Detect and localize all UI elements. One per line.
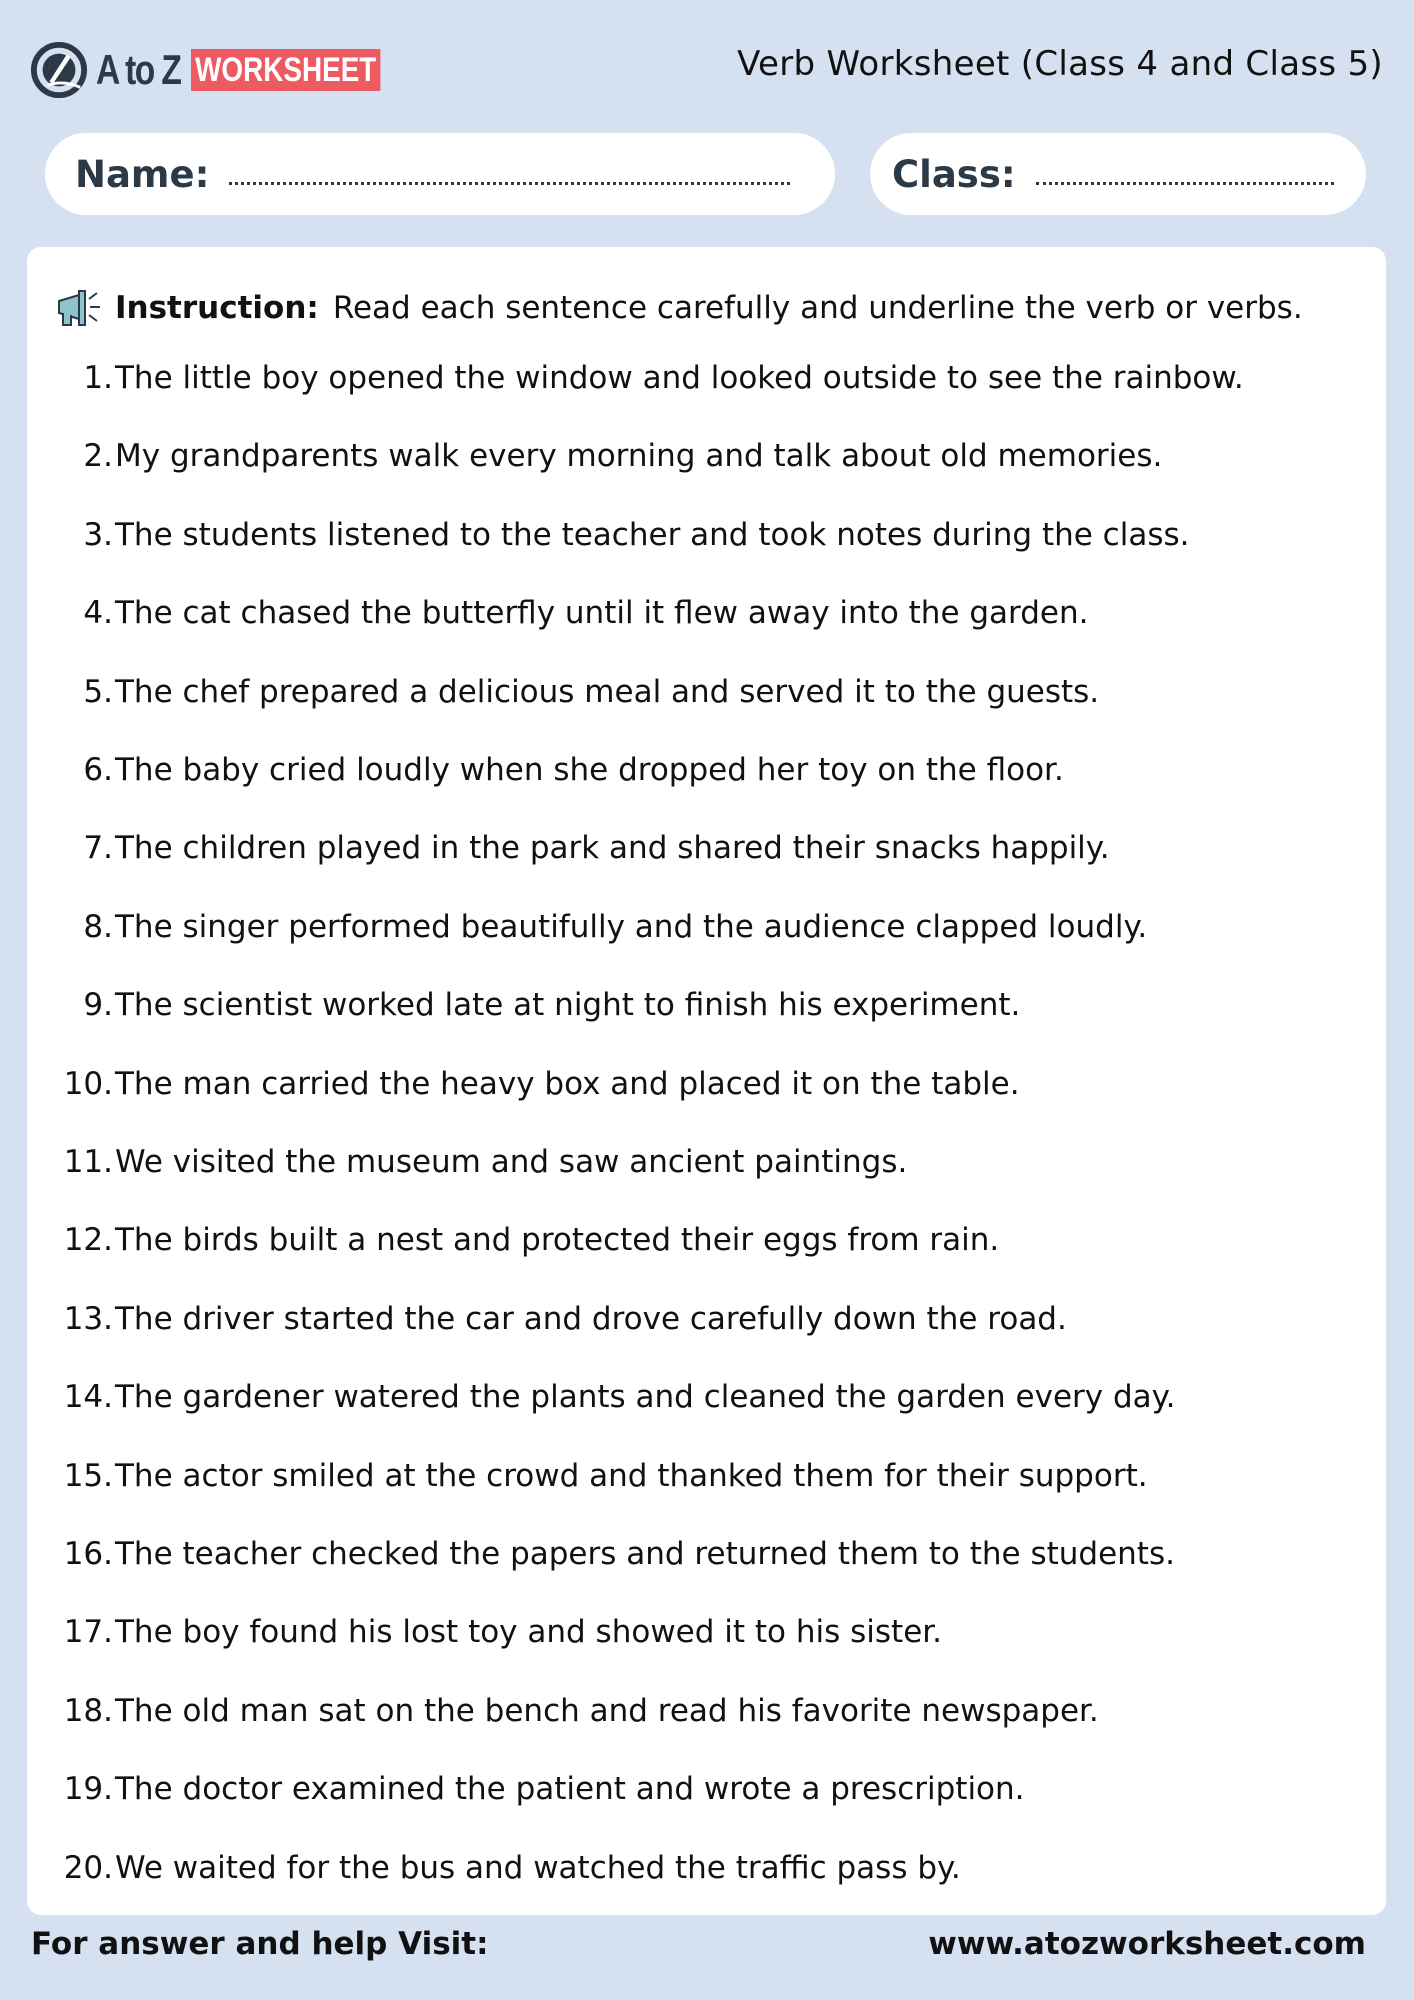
item-sentence: The actor smiled at the crowd and thanked them for their support. [115, 1457, 1148, 1494]
item-sentence: The singer performed beautifully and the audience clapped loudly. [115, 908, 1148, 945]
item-number: 5. [83, 673, 113, 710]
name-label: Name: [75, 152, 210, 196]
item-number: 16. [63, 1536, 113, 1572]
item-sentence: The baby cried loudly when she dropped her toy on the floor. [115, 752, 1064, 788]
page-title: Verb Worksheet (Class 4 and Class 5) [737, 44, 1383, 84]
item-number: 14. [63, 1379, 113, 1416]
class-line[interactable] [1036, 182, 1334, 185]
footer-website-link[interactable]: www.atozworksheet.com [928, 1926, 1366, 1962]
list-item [27, 830, 1110, 866]
item-number: 19. [63, 1771, 113, 1808]
item-sentence: My grandparents walk every morning and talk about old memories. [115, 438, 1163, 475]
list-item [27, 1458, 1148, 1494]
item-number: 3. [83, 516, 113, 553]
list-item [27, 517, 1189, 553]
logo-badge: WORKSHEET [191, 49, 380, 91]
instruction [55, 287, 1303, 329]
list-item [27, 909, 1147, 945]
list-item [27, 360, 1244, 396]
item-number: 8. [83, 908, 113, 945]
list-item [27, 1850, 961, 1886]
item-sentence: The scientist worked late at night to finish his experiment. [115, 987, 1021, 1024]
footer-help-text: For answer and help Visit: [31, 1926, 489, 1962]
item-number: 17. [63, 1614, 113, 1651]
item-number: 18. [63, 1692, 113, 1729]
item-sentence: The driver started the car and drove carefully down the road. [115, 1300, 1067, 1337]
item-number: 1. [83, 360, 113, 396]
item-sentence: The teacher checked the papers and returned them to the students. [115, 1536, 1175, 1572]
list-item [27, 1066, 1020, 1102]
item-number: 12. [63, 1222, 113, 1259]
item-sentence: The boy found his lost toy and showed it to his sister. [115, 1614, 943, 1651]
instruction-label: Instruction: [115, 290, 319, 326]
list-item [27, 1144, 907, 1180]
list-item [27, 674, 1099, 710]
item-number: 4. [83, 595, 113, 632]
item-number: 13. [63, 1300, 113, 1337]
logo [30, 40, 422, 100]
list-item [27, 1693, 1099, 1729]
item-number: 10. [63, 1065, 113, 1102]
item-sentence: The man carried the heavy box and placed it on the table. [115, 1065, 1020, 1102]
item-sentence: The children played in the park and shared their snacks happily. [115, 830, 1110, 867]
worksheet-card [27, 247, 1386, 1915]
class-label: Class: [892, 152, 1016, 196]
item-sentence: The doctor examined the patient and wrote a prescription. [115, 1771, 1025, 1808]
item-number: 6. [83, 752, 113, 788]
list-item [27, 595, 1089, 631]
logo-text: A to Z [96, 46, 181, 93]
name-line[interactable] [229, 182, 790, 185]
item-sentence: The chef prepared a delicious meal and served it to the guests. [115, 673, 1100, 710]
item-sentence: We waited for the bus and watched the traffic pass by. [115, 1849, 961, 1886]
list-item [27, 1536, 1175, 1572]
item-number: 7. [83, 830, 113, 867]
list-item [27, 1379, 1175, 1415]
class-field[interactable] [870, 133, 1366, 215]
item-number: 9. [83, 987, 113, 1024]
list-item [27, 987, 1020, 1023]
item-sentence: The little boy opened the window and looked outside to see the rainbow. [115, 360, 1244, 396]
list-item [27, 1771, 1025, 1807]
item-number: 2. [83, 438, 113, 475]
list-item [27, 752, 1064, 788]
list-item [27, 438, 1162, 474]
megaphone-icon [55, 287, 103, 329]
name-field[interactable] [45, 133, 835, 215]
pen-logo-icon [30, 41, 88, 99]
item-number: 15. [63, 1457, 113, 1494]
item-sentence: The gardener watered the plants and cleaned the garden every day. [115, 1379, 1176, 1416]
item-sentence: The birds built a nest and protected their eggs from rain. [115, 1222, 1000, 1259]
instruction-text: Read each sentence carefully and underline the verb or verbs. [332, 290, 1303, 326]
item-sentence: The old man sat on the bench and read his favorite newspaper. [115, 1692, 1099, 1729]
item-sentence: We visited the museum and saw ancient paintings. [115, 1144, 908, 1180]
item-sentence: The students listened to the teacher and took notes during the class. [115, 516, 1190, 553]
item-number: 20. [63, 1849, 113, 1886]
list-item [27, 1614, 942, 1650]
item-sentence: The cat chased the butterfly until it flew away into the garden. [115, 595, 1089, 632]
list-item [27, 1301, 1067, 1337]
item-number: 11. [63, 1144, 113, 1180]
list-item [27, 1222, 999, 1258]
